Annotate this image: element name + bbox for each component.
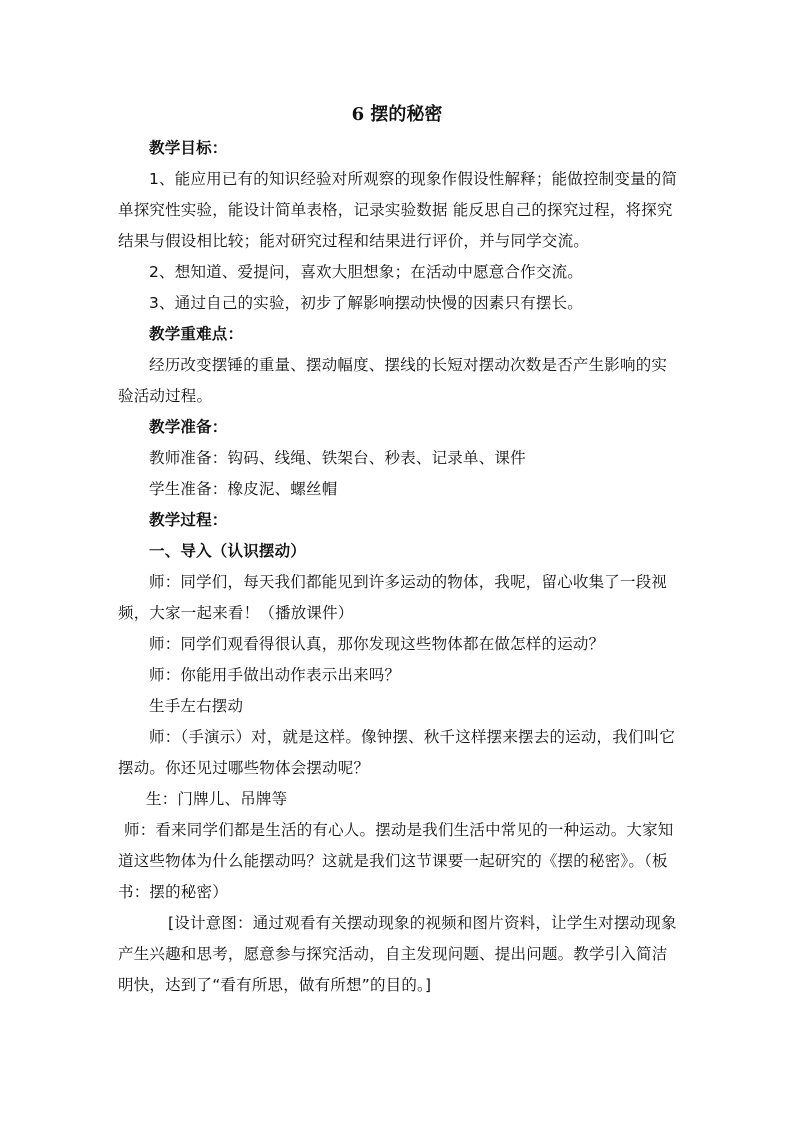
goals-heading: 教学目标： [149, 139, 228, 157]
teacher-line-4: 师：（手演示）对，就是这样。像钟摆、秋千这样摆来摆去的运动，我们叫它摆动。你还见过哪些物体会摆动呢？ [118, 728, 676, 777]
document-title: 6 摆的秘密 [351, 104, 443, 125]
teacher-line-1: 师：同学们，每天我们都能见到许多运动的物体，我呢，留心收集了一段视频，大家一起来看！（播放课件） [118, 573, 668, 622]
student-line-1: 生手左右摆动 [149, 697, 244, 715]
intro-heading: 一、导入（认识摆动） [149, 542, 307, 560]
goal-3: 3、通过自己的实验，初步了解影响摆动快慢的因素只有摆长。 [149, 294, 583, 312]
document-body [118, 133, 678, 1001]
goal-2: 2、想知道、爱提问，喜欢大胆想象；在活动中愿意合作交流。 [149, 263, 583, 281]
teacher-line-3: 师：你能用手做出动作表示出来吗？ [149, 666, 401, 684]
preparation-heading: 教学准备： [149, 418, 228, 436]
key-points-heading: 教学重难点： [149, 325, 244, 343]
student-line-2: 生：门牌儿、吊牌等 [146, 790, 288, 808]
teacher-preparation: 教师准备：钩码、线绳、铁架台、秒表、记录单、课件 [149, 449, 526, 467]
process-heading: 教学过程： [149, 511, 228, 529]
goal-1: 1、能应用已有的知识经验对所观察的现象作假设性解释；能做控制变量的简单探究性实验，能设计简单表格，记录实验数据 能反思自己的探究过程，将探究结果与假设相比较；能对研究过程和结果进行评价，并与同学交流。 [118, 170, 678, 250]
key-points-text: 经历改变摆锤的重量、摆动幅度、摆线的长短对摆动次数是否产生影响的实验活动过程。 [118, 356, 668, 405]
design-intent: [设计意图：通过观看有关摆动现象的视频和图片资料，让学生对摆动现象产生兴趣和思考，愿意参与探究活动，自主发现问题、提出问题。教学引入简洁明快，达到了“看有所思，做有所想”的目的。] [118, 914, 677, 994]
teacher-line-2: 师：同学们观看得很认真，那你发现这些物体都在做怎样的运动？ [149, 635, 605, 653]
teacher-line-5: 师：看来同学们都是生活的有心人。摆动是我们生活中常见的一种运动。大家知道这些物体为什么能摆动吗？这就是我们这节课要一起研究的《摆的秘密》。（板书：摆的秘密） [118, 821, 674, 901]
student-preparation: 学生准备：橡皮泥、螺丝帽 [149, 480, 338, 498]
